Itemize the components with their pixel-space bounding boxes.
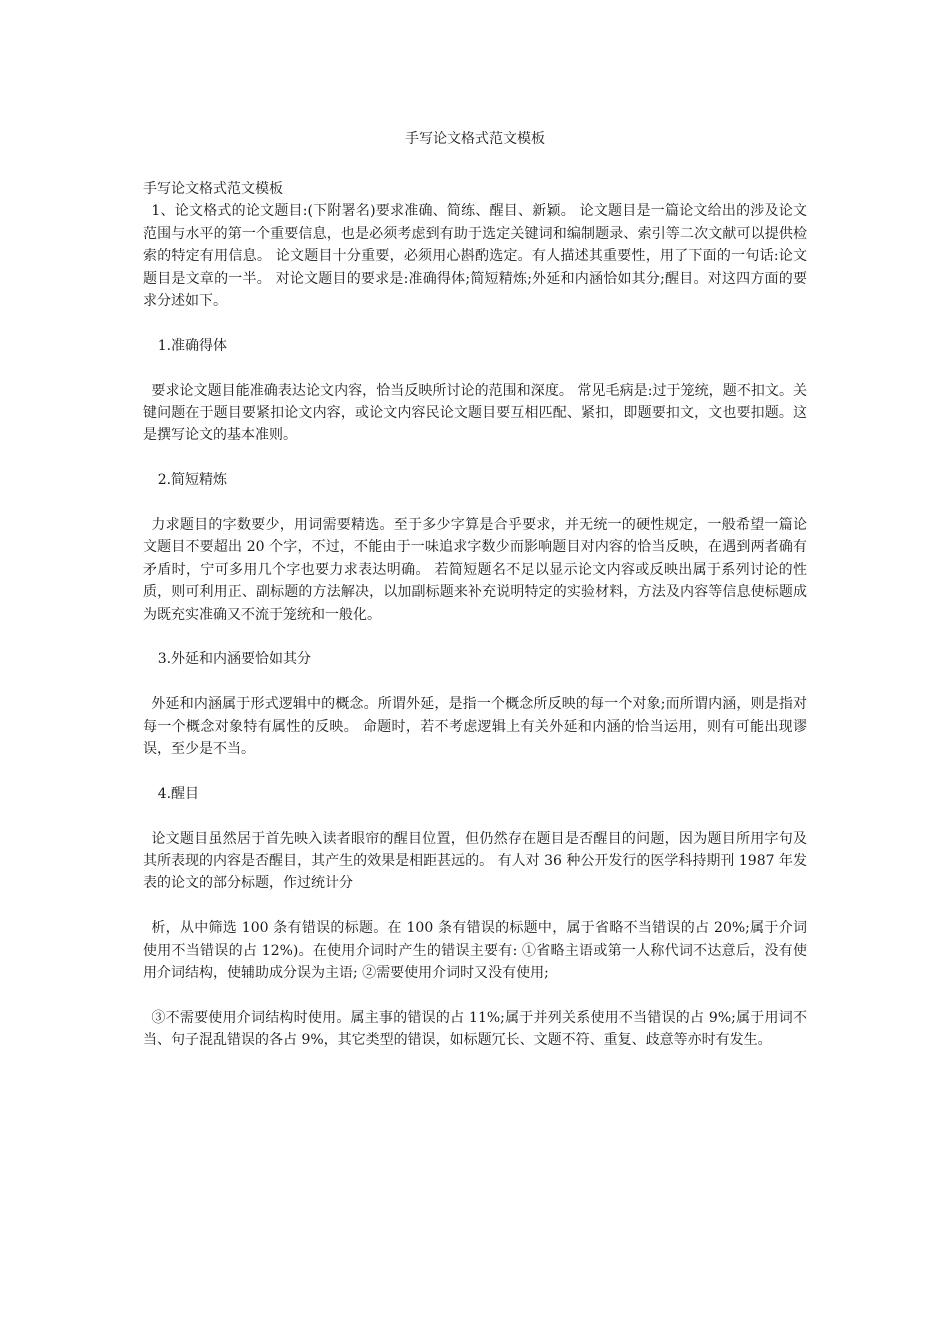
document-title: 手写论文格式范文模板 [405,131,545,147]
paragraph-1: 要求论文题目能准确表达论文内容，恰当反映所讨论的范围和深度。 常见毛病是:过于笼统，题不扣文。关键问题在于题目要紧扣论文内容，或论文内容民论文题目要互相匹配、紧扣，即题要扣文，文也要扣题。这是撰写论文的基本准则。 [143,382,807,444]
spacer [143,357,807,379]
document-subtitle: 手写论文格式范文模板 [143,181,283,197]
spacer [143,895,807,917]
paragraph-4: 论文题目虽然居于首先映入读者眼帘的醒目位置，但仍然存在题目是否醒目的问题，因为题目所用字句及其所表现的内容是否醒目，其产生的效果是相距甚远的。 有人对 36 种公开发行的医学科持期刊 1987 年发表的论文的部分标题，作过统计分 [143,830,807,892]
spacer [143,760,807,782]
section-heading-1: 1.准确得体 [157,337,228,354]
spacer [143,626,807,648]
section-heading-4: 4.醒目 [157,785,200,802]
spacer [143,984,807,1006]
paragraph-3: 外延和内涵属于形式逻辑中的概念。所谓外延，是指一个概念所反映的每一个对象;而所谓内涵，则是指对每一个概念对象特有属性的反映。 命题时，若不考虑逻辑上有关外延和内涵的恰当运用，则有可能出现谬误，至少是不当。 [143,696,807,758]
paragraph-intro: 1、论文格式的论文题目:(下附署名)要求准确、简练、醒目、新颖。 论文题目是一篇论文给出的涉及论文范围与水平的第一个重要信息，也是必须考虑到有助于选定关键词和编制题录、索引等二次文献可以提供检索的特定有用信息。 论文题目十分重要，必须用心斟酌选定。有人描述其重要性，用了下面的一句话:论文题目是文章的一半。 对论文题目的要求是:准确得体;简短精炼;外延和内涵恰如其分;醒目。对这四方面的要求分述如下。 [143,203,807,310]
spacer [143,805,807,827]
spacer [143,447,807,469]
paragraph-2: 力求题目的字数要少，用词需要精选。至于多少字算是合乎要求，并无统一的硬性规定，一般希望一篇论文题目不要超出 20 个字，不过，不能由于一味追求字数少而影响题目对内容的恰当反映，在遇到两者确有矛盾时，宁可多用几个字也要力求表达明确。 若简短题名不足以显示论文内容或反映出属于系列讨论的性质，则可利用正、副标题的方法解决，以加副标题来补充说明特定的实验材料，方法及内容等信息使标题成为既充实准确又不流于笼统和一般化。 [143,517,807,623]
spacer [143,312,807,334]
document-body [143,178,807,1052]
paragraph-6: ③不需要使用介词结构时使用。属主事的错误的占 11%;属于并列关系使用不当错误的占 9%;属于用词不当、句子混乱错误的各占 9%，其它类型的错误，如标题冗长、文题不符、重复、歧意等亦时有发生。 [143,1009,807,1049]
paragraph-5: 析，从中筛选 100 条有错误的标题。在 100 条有错误的标题中，属于省略不当错误的占 20%;属于介词使用不当错误的占 12%)。在使用介词时产生的错误主要有: ①省略主语或第一人称代词不达意后，没有使用介词结构，使辅助成分误为主语; ②需要使用介词时又没有使用; [143,920,807,982]
spacer [143,492,807,514]
spacer [143,671,807,693]
section-heading-3: 3.外延和内涵要恰如其分 [157,651,312,668]
section-heading-2: 2.简短精炼 [157,472,228,489]
